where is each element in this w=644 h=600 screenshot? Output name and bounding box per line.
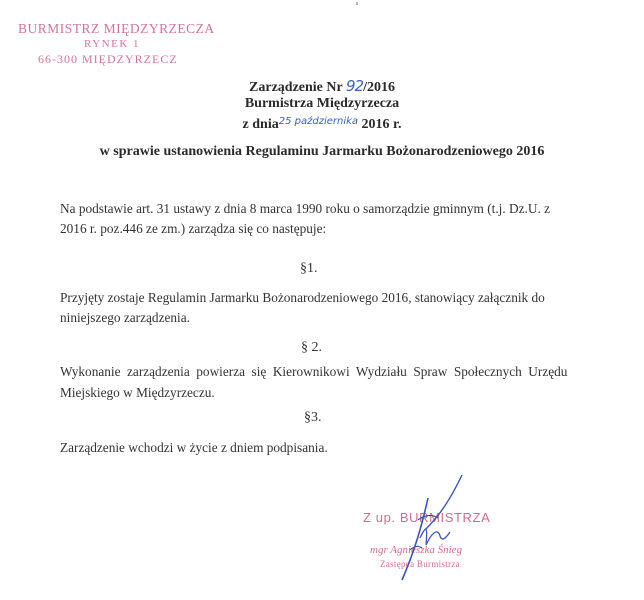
section-2-line-1: Wykonanie zarządzenia powierza się Kierownikowi Wydziału Spraw Społecznych Urzędu — [60, 364, 568, 379]
stamp-postal-city: 66-300 MIĘDZYRZECZ — [38, 52, 178, 66]
signatory-name: mgr Agnieszka Śnieg — [370, 544, 463, 556]
document-date — [0, 117, 644, 133]
document-subject: w sprawie ustanowienia Regulaminu Jarmarku Bożonarodzeniowego 2016 — [99, 144, 545, 159]
section-heading-3: §3. — [304, 410, 322, 425]
stamp-office-name: BURMISTRZ MIĘDZYRZECZA — [18, 21, 215, 36]
section-heading-2: § 2. — [301, 340, 322, 355]
title-suffix: /2016 — [363, 80, 395, 95]
date-suffix: 2016 r. — [358, 117, 402, 132]
issuer: Burmistrza Międzyrzecza — [244, 96, 400, 111]
handwritten-signature — [380, 470, 480, 585]
stamp-street: RYNEK 1 — [84, 38, 141, 50]
title-prefix: Zarządzenie Nr — [249, 80, 346, 95]
signatory-title: Zastępca Burmistrza — [380, 559, 460, 569]
section-1-line-1: Przyjęty zostaje Regulamin Jarmarku Bożonarodzeniowego 2016, stanowiący załącznik do — [60, 290, 545, 305]
handwritten-number: 92 — [345, 77, 364, 95]
scan-speck — [356, 2, 358, 5]
preamble-line-1: Na podstawie art. 31 ustawy z dnia 8 marca 1990 roku o samorządzie gminnym (t.j. Dz.U. z — [60, 201, 550, 216]
section-3-line-1: Zarządzenie wchodzi w życie z dniem podpisania. — [60, 440, 328, 455]
section-heading-1: §1. — [300, 261, 318, 276]
document-title — [0, 77, 644, 96]
section-1-line-2: niniejszego zarządzenia. — [60, 310, 190, 325]
handwritten-date: 25 października — [278, 116, 359, 127]
section-2-line-2: Miejskiego w Międzyrzeczu. — [60, 385, 215, 400]
preamble-line-2: 2016 r. poz.446 ze zm.) zarządza się co następuje: — [60, 221, 327, 236]
signature-authority: Z up. BURMISTRZA — [363, 510, 491, 525]
date-prefix: z dnia — [242, 117, 279, 132]
